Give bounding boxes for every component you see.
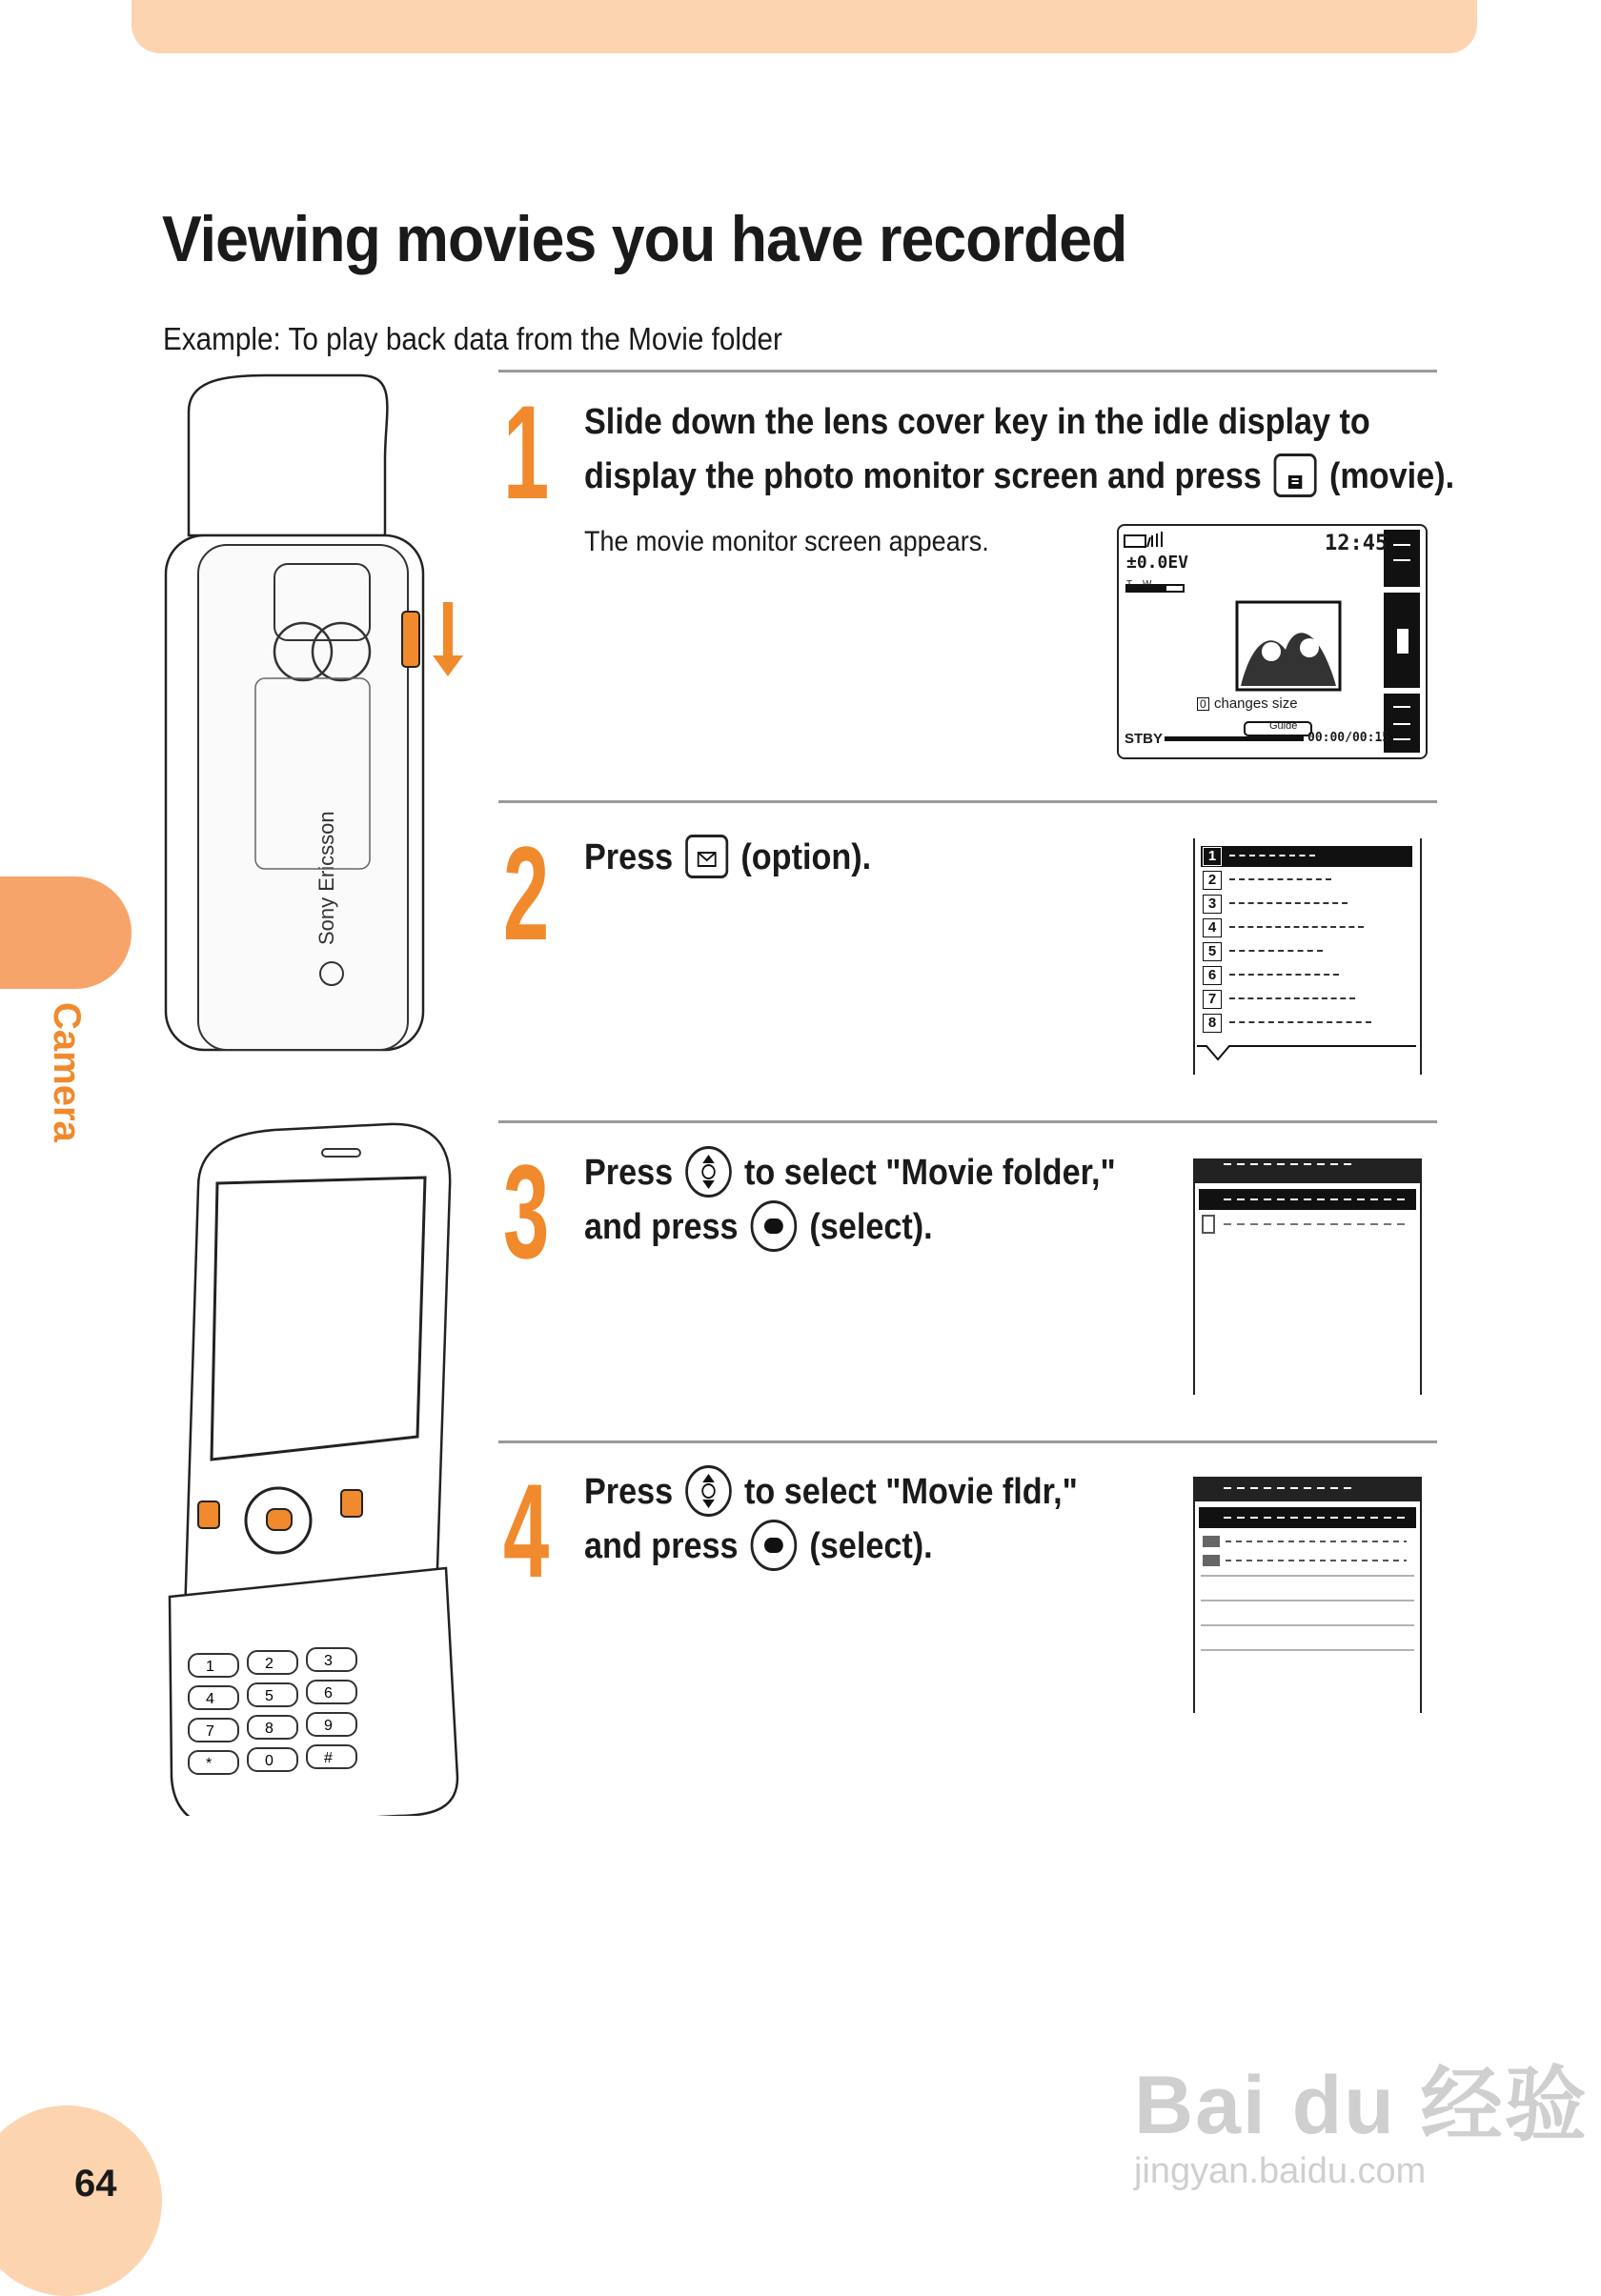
option-menu-item-number: 1 <box>1203 847 1222 866</box>
step-4-line2 <box>584 1520 1078 1574</box>
keypad-key[interactable] <box>189 1719 238 1742</box>
side-section-tab <box>0 876 132 989</box>
step-3-line1 <box>584 1146 1116 1200</box>
folder-list-screen <box>1193 1158 1422 1395</box>
movie-folder-screen <box>1193 1477 1422 1713</box>
updown-nav-key-icon <box>685 1146 732 1198</box>
recording-counter: 00:00/00:15 <box>1307 731 1390 745</box>
movie-monitor-screen <box>1117 524 1428 759</box>
keypad-key-label: 8 <box>265 1721 274 1737</box>
step-3-number: 3 <box>503 1137 550 1286</box>
step-3-line2 <box>584 1200 1116 1255</box>
step-1-line2-suffix: (movie). <box>1328 456 1455 496</box>
step-1-text <box>584 395 1454 504</box>
step-4-line1 <box>584 1465 1078 1520</box>
option-menu-item-number: 4 <box>1203 918 1222 937</box>
phone-back-illustration <box>160 373 484 1069</box>
divider-step2 <box>498 800 1437 803</box>
option-menu-item-number: 6 <box>1203 966 1222 985</box>
keypad-key[interactable] <box>189 1686 238 1709</box>
step-2-text <box>584 831 871 885</box>
mail-key-icon <box>685 835 728 878</box>
center-select-key-icon <box>751 1200 798 1252</box>
step-3-line1-prefix: Press <box>584 1153 674 1193</box>
keypad-key[interactable] <box>307 1713 356 1736</box>
divider-top <box>498 370 1437 373</box>
step-4-line1-suffix: to select "Movie fldr," <box>744 1472 1078 1512</box>
step-4-line2-prefix: and press <box>584 1526 739 1566</box>
phone-front-illustration <box>160 1120 484 1816</box>
watermark-url: jingyan.baidu.com <box>1134 2151 1427 2191</box>
ev-readout: ±0.0EV <box>1126 553 1189 573</box>
step-1-line1: Slide down the lens cover key in the idle display to <box>584 402 1370 442</box>
step-2-number: 2 <box>503 818 550 968</box>
stby-label: STBY <box>1125 731 1164 747</box>
step-2-suffix: (option). <box>740 837 872 877</box>
keypad-key-label: 1 <box>206 1659 214 1675</box>
keypad-key-label: 0 <box>265 1753 274 1769</box>
keypad-key-label: 2 <box>265 1656 274 1672</box>
center-select-key-icon <box>751 1520 798 1571</box>
option-menu-screen <box>1193 838 1422 1075</box>
keypad-key-label: # <box>324 1750 333 1766</box>
step-4-line2-suffix: (select). <box>809 1526 933 1566</box>
option-menu-item-number: 7 <box>1203 990 1222 1009</box>
step-1-number: 1 <box>503 377 550 527</box>
keypad-key[interactable] <box>307 1681 356 1703</box>
keypad-key-label: 4 <box>206 1691 214 1707</box>
step-1-line2-prefix: display the photo monitor screen and press <box>584 456 1262 496</box>
top-header-bar <box>132 0 1477 53</box>
watermark-logo: Bai du 经验 <box>1134 2060 1589 2151</box>
phone-brand-label: Sony Ericsson <box>314 811 338 945</box>
option-menu-item-number: 5 <box>1203 942 1222 961</box>
baidu-watermark <box>1134 2039 1589 2192</box>
guide-label: Guide <box>1269 720 1298 732</box>
movie-key-icon <box>1274 453 1317 497</box>
keypad-key-label: 6 <box>324 1685 333 1702</box>
keypad-key[interactable] <box>189 1751 238 1774</box>
page-title: Viewing movies you have recorded <box>162 203 1127 275</box>
keypad-key-label: 9 <box>324 1718 333 1734</box>
keypad-key-label: 5 <box>265 1688 274 1704</box>
keypad-key[interactable] <box>307 1648 356 1671</box>
step-4-line1-prefix: Press <box>584 1472 674 1512</box>
step-4-text <box>584 1465 1078 1574</box>
keypad-key[interactable] <box>248 1651 297 1674</box>
option-menu-item-number: 2 <box>1203 871 1222 890</box>
keypad-key[interactable] <box>248 1748 297 1771</box>
step-3-line2-prefix: and press <box>584 1207 739 1247</box>
zoom-tw-label: T W <box>1126 579 1152 590</box>
keypad-key[interactable] <box>248 1683 297 1706</box>
updown-nav-key-icon <box>685 1465 732 1517</box>
changes-size-caption: changes size <box>1214 695 1298 712</box>
divider-step4 <box>498 1440 1437 1443</box>
keypad-key[interactable] <box>307 1745 356 1768</box>
keypad-key[interactable] <box>189 1654 238 1677</box>
keypad-key-label: 7 <box>206 1723 214 1740</box>
time-readout: 12:45 <box>1325 532 1388 555</box>
divider-step3 <box>498 1120 1437 1123</box>
section-label-camera: Camera <box>46 1002 88 1142</box>
step-3-line2-suffix: (select). <box>809 1207 933 1247</box>
example-text: Example: To play back data from the Movie folder <box>163 321 782 356</box>
page-number: 64 <box>74 2163 117 2205</box>
option-menu-item-number: 8 <box>1203 1014 1222 1033</box>
step-2-prefix: Press <box>584 837 674 877</box>
step-1-line2 <box>584 450 1454 504</box>
keypad-key-label: * <box>206 1756 213 1772</box>
step-3-line1-suffix: to select "Movie folder," <box>744 1153 1116 1193</box>
keypad-key[interactable] <box>248 1716 297 1739</box>
option-menu-item-number: 3 <box>1203 895 1222 914</box>
step-4-number: 4 <box>503 1456 550 1605</box>
step-3-text <box>584 1146 1116 1255</box>
keypad-key-label: 3 <box>324 1653 333 1669</box>
step-1-note: The movie monitor screen appears. <box>584 526 989 557</box>
caption-key: 0 <box>1197 697 1209 711</box>
